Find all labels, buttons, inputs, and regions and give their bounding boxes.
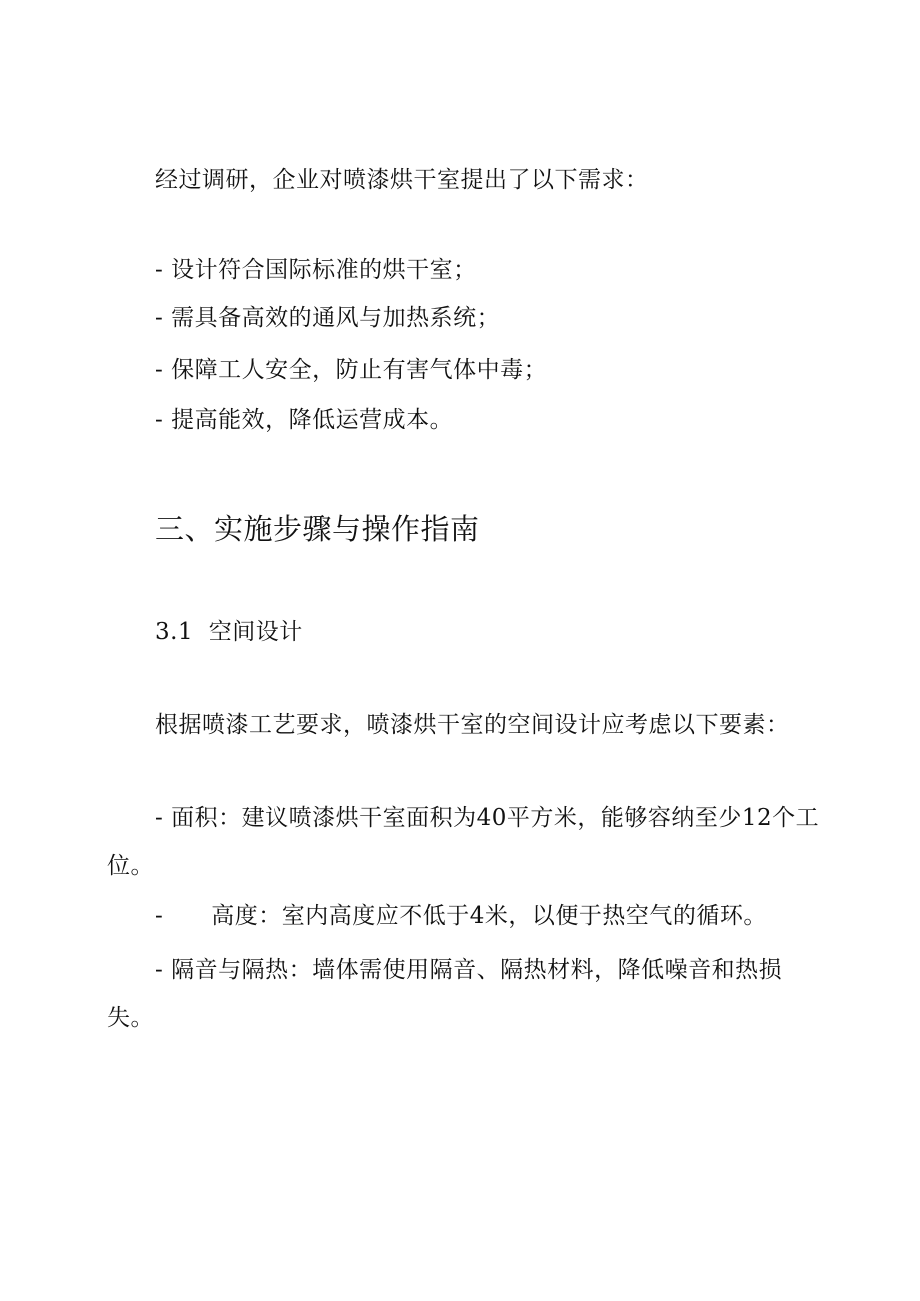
- list-item-area: - 面积：建议喷漆烘干室面积为40平方米，能够容纳至少12个工: [155, 805, 820, 831]
- list-item: - 需具备高效的通风与加热系统；: [155, 305, 501, 331]
- list-item: - 提高能效，降低运营成本。: [155, 407, 454, 433]
- section-heading: 三、实施步骤与操作指南: [155, 512, 480, 546]
- list-item-height: [155, 901, 767, 931]
- space-intro-paragraph: 根据喷漆工艺要求，喷漆烘干室的空间设计应考虑以下要素：: [155, 712, 790, 738]
- list-item: - 设计符合国际标准的烘干室；: [155, 257, 477, 283]
- list-item-insulation-continuation: 失。: [107, 1005, 154, 1031]
- list-item-area-continuation: 位。: [107, 853, 154, 879]
- subsection-heading: 3.1 空间设计: [155, 619, 303, 645]
- list-item: - 保障工人安全，防止有害气体中毒；: [155, 357, 548, 383]
- list-item-height-text: 高度：室内高度应不低于4米，以便于热空气的循环。: [211, 903, 767, 929]
- intro-paragraph: 经过调研，企业对喷漆烘干室提出了以下需求：: [155, 167, 649, 193]
- list-item-insulation: - 隔音与隔热：墙体需使用隔音、隔热材料，降低噪音和热损: [155, 957, 783, 983]
- list-dash: -: [155, 903, 164, 929]
